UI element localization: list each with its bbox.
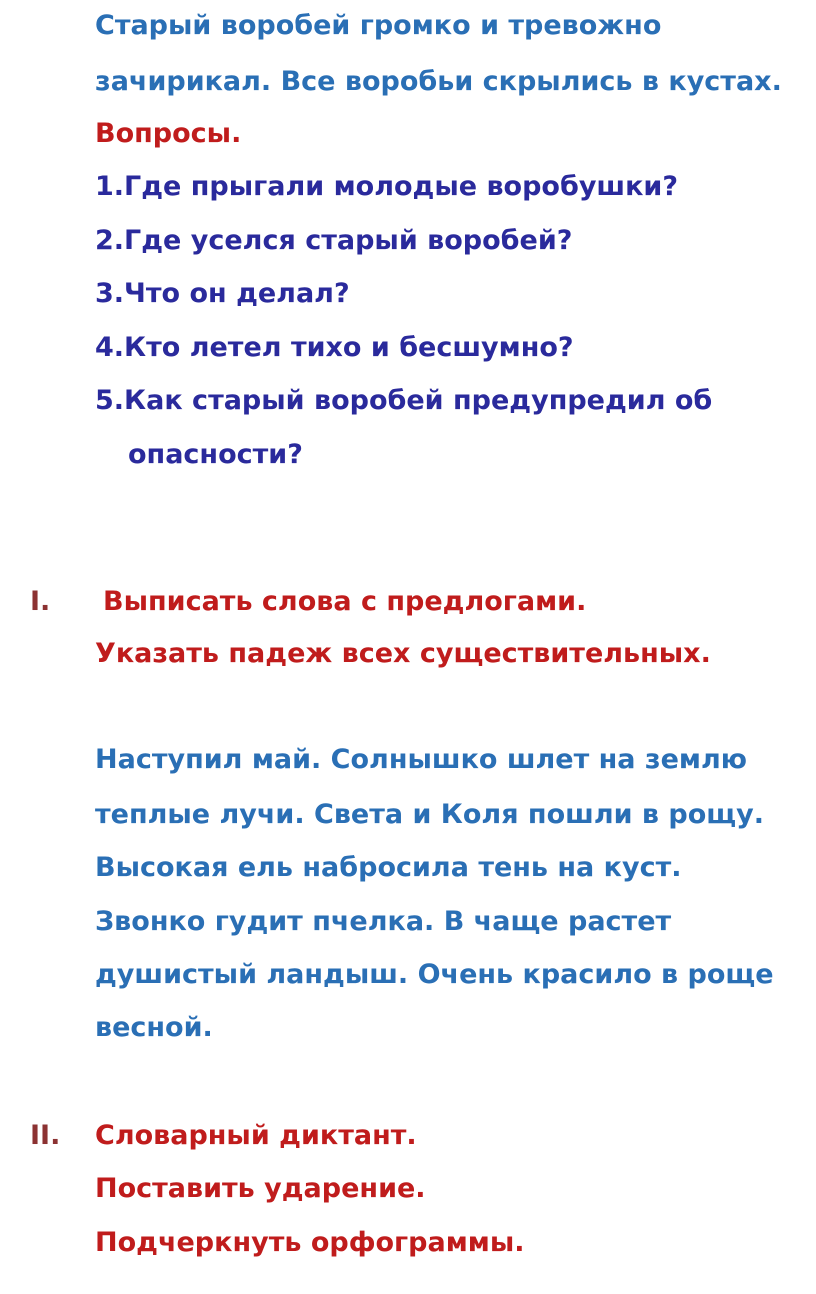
text-line-1: Наступил май. Солнышко шлет на землю (95, 744, 748, 775)
story-line-1: Старый воробей громко и тревожно (95, 10, 662, 41)
task-2-line-3: Подчеркнуть орфограммы. (95, 1227, 525, 1258)
question-text: Где прыгали молодые воробушки? (124, 171, 679, 202)
question-3 (95, 280, 350, 307)
questions-heading: Вопросы. (95, 118, 242, 149)
task-1-line-2: Указать падеж всех существительных. (95, 638, 711, 669)
text-line-5: душистый ландыш. Очень красило в роще (95, 959, 774, 990)
question-5 (95, 387, 712, 414)
story-line-2: зачирикал. Все воробьи скрылись в кустах. (95, 66, 782, 97)
text-line-6: весной. (95, 1012, 213, 1043)
task-1-line-1: Выписать слова с предлогами. (103, 586, 587, 617)
question-text: Как старый воробей предупредил об (124, 385, 713, 416)
question-text: Где уселся старый воробей? (124, 225, 573, 256)
question-number: 1. (95, 171, 125, 202)
question-text: Кто летел тихо и бесшумно? (124, 332, 574, 363)
text-line-2: теплые лучи. Света и Коля пошли в рощу. (95, 799, 764, 830)
question-5-continuation: опасности? (128, 439, 303, 470)
question-2 (95, 227, 572, 254)
text-line-3: Высокая ель набросила тень на куст. (95, 852, 682, 883)
question-4 (95, 334, 574, 361)
task-2-line-2: Поставить ударение. (95, 1173, 426, 1204)
question-number: 2. (95, 225, 125, 256)
question-text: Что он делал? (124, 278, 350, 309)
text-line-4: Звонко гудит пчелка. В чаще растет (95, 906, 672, 937)
question-number: 3. (95, 278, 125, 309)
task-2-line-1: Словарный диктант. (95, 1120, 417, 1151)
question-number: 4. (95, 332, 125, 363)
task-2-numeral: II. (30, 1120, 61, 1151)
question-number: 5. (95, 385, 125, 416)
question-1 (95, 173, 678, 200)
task-1-numeral: I. (30, 586, 51, 617)
